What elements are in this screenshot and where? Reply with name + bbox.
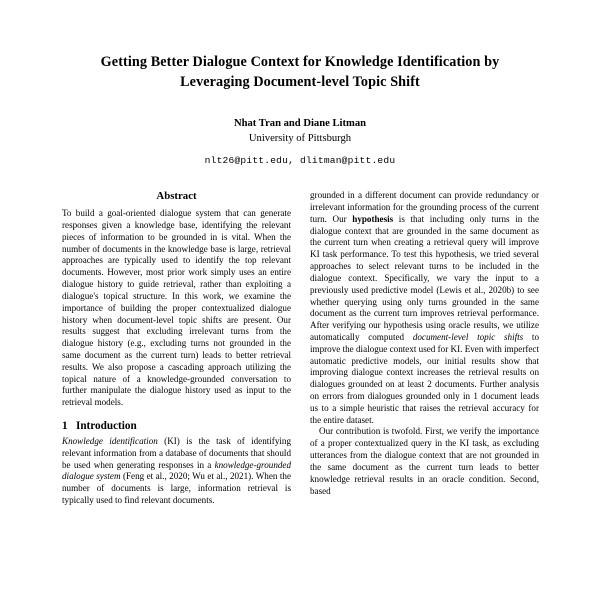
right-text-c: to improve the dialogue context used for KI. Even with imperfect automatic predictive models, our initial results show that improving dialogue context increases the retrieval results on dialogues grounded on at least 2 documents. Further analysis on errors from dialogues grounded only in 1 document leads us to a simple heuristic that raises the retrieval accuracy for the entire dataset. bbox=[310, 331, 539, 425]
title-line-2: Leveraging Document-level Topic Shift bbox=[180, 74, 420, 91]
author-emails: nlt26@pitt.edu, dlitman@pitt.edu bbox=[204, 155, 396, 167]
topic-shift-term: document-level topic shifts bbox=[412, 331, 524, 342]
right-text-a: grounded in a different document can provide redundancy or irrelevant information for the grounding process of the current turn. Our bbox=[310, 190, 539, 224]
author-list: Nhat Tran and Diane Litman bbox=[233, 118, 367, 130]
intro-text-a: (KI) is the task of identifying relevant information from a database of documents that should be used when generating responses in a bbox=[62, 436, 291, 470]
right-text-b: is that including only turns in the dialogue context that are grounded in the same document as the current turn when creating a retrieval query will improve KI task performance. To test this hypothesis, we tried several approaches to select relevant turns to be included in the dialogue context. Specifically, we vary the input to a previously used predictive model (Lewis et al., 2020b) to see whether querying using only turns grounded in the same document as the current turn improves retrieval performance. After verifying our hypothesis using oracle results, we utilize automatically computed bbox=[310, 213, 539, 342]
title-line-1: Getting Better Dialogue Context for Knowledge Identification by bbox=[100, 54, 500, 70]
intro-term-kgds: knowledge-grounded dialogue system bbox=[62, 459, 291, 482]
abstract-text: To build a goal-oriented dialogue system that can generate responses given a knowledge base, identifying the relevant pieces of information to be grounded in is vital. When the number of documents in the knowledge base is large, retrieval approaches are typically used to identify the top relevant documents. However, most prior work simply uses an entire dialogue history to guide retrieval, rather than exploiting a dialogue's topical structure. In this work, we examine the importance of building the proper contextualized dialogue history when document-level topic shifts are present. Our results suggest that excluding irrelevant turns from the dialogue history (e.g., excluding turns not grounded in the same document as the current turn) leads to better retrieval results. We also propose a cascading approach utilizing the topical nature of a knowledge-grounded conversation to further manipulate the dialogue history used as input to the retrieval models. bbox=[62, 208, 291, 408]
intro-paragraph-1 bbox=[62, 436, 291, 507]
intro-text-b: (Feng et al., 2020; Wu et al., 2021). When the number of documents is large, information retrieval is typically used to find relevant documents. bbox=[62, 471, 291, 506]
right-column bbox=[310, 190, 539, 507]
section-number: 1 bbox=[62, 420, 68, 433]
right-paragraph-1 bbox=[310, 190, 539, 426]
left-column bbox=[62, 190, 291, 507]
hypothesis-keyword: hypothesis bbox=[352, 213, 394, 224]
page-title bbox=[62, 52, 538, 92]
right-paragraph-2: Our contribution is twofold. First, we verify the importance of a proper contextualized query in the KI task, as excluding utterances from the dialogue context that are not grounded in the same document as the current turn leads to better knowledge retrieval results in an oracle condition. Second, based bbox=[310, 426, 539, 496]
section-title: Introduction bbox=[75, 420, 137, 433]
abstract-heading: Abstract bbox=[156, 190, 197, 203]
section-heading-introduction bbox=[62, 420, 291, 432]
affiliation: University of Pittsburgh bbox=[248, 133, 352, 145]
two-column-body bbox=[62, 190, 538, 507]
intro-term-ki: Knowledge identification bbox=[62, 436, 158, 447]
